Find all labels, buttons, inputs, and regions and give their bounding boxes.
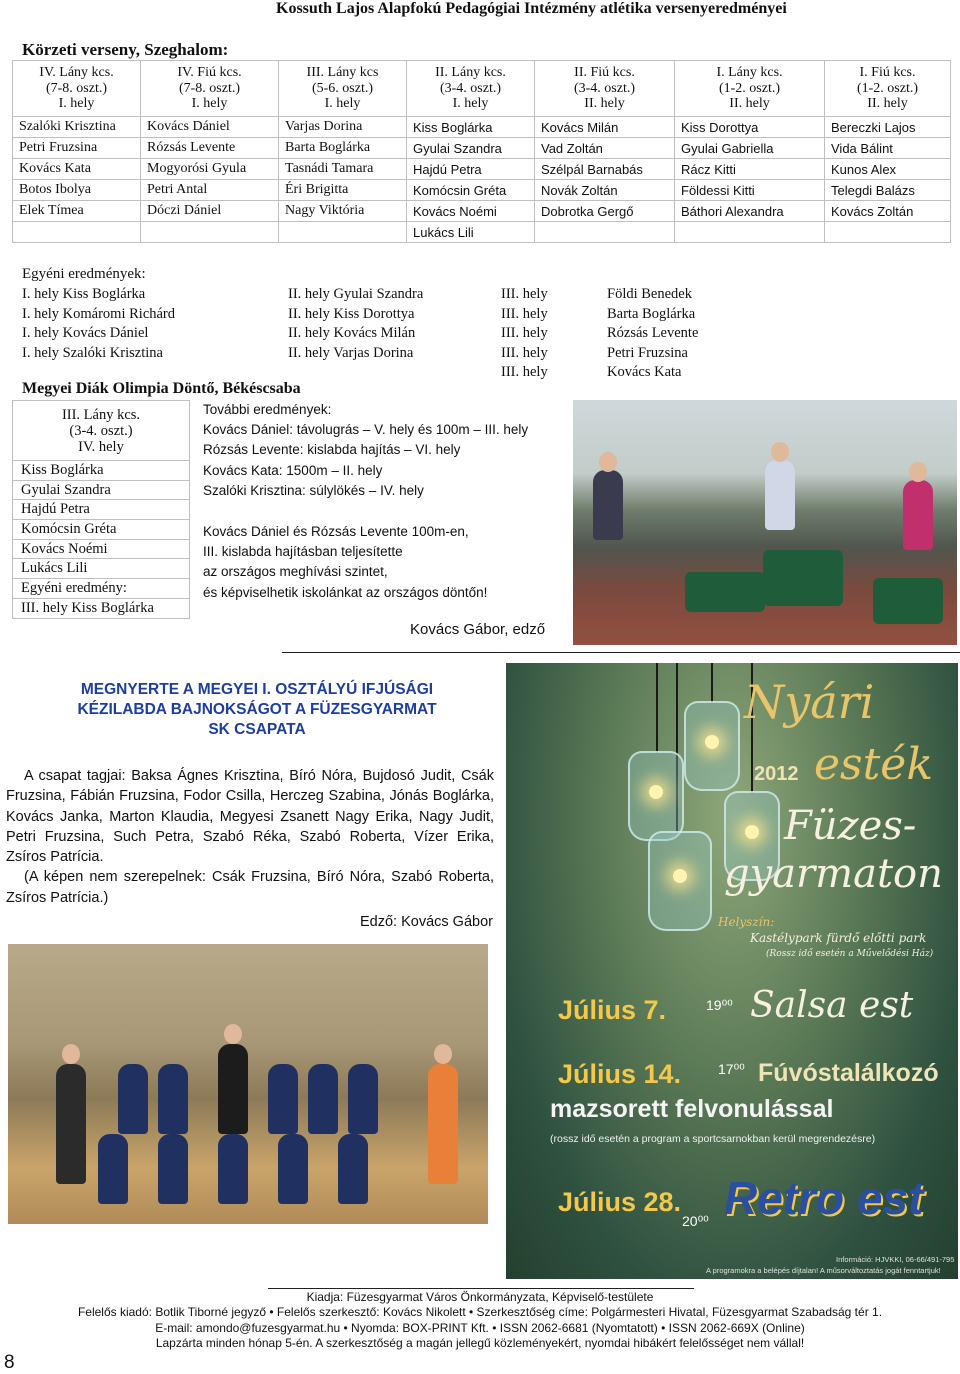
event-time: 17⁰⁰: [718, 1061, 745, 1077]
event-poster: [506, 663, 958, 1279]
list-item: III. hely: [501, 364, 548, 380]
table-cell: Szélpál Barnabás: [535, 159, 675, 180]
further-results-title: További eredmények:: [203, 402, 332, 417]
list-item: II. hely Varjas Dorina: [288, 344, 414, 361]
table-row: [13, 222, 951, 243]
table-cell: Telegdi Balázs: [825, 180, 951, 201]
individual-col-third-place-label: [501, 285, 548, 383]
poster-venue-label: Helyszín:: [718, 915, 775, 929]
table-cell: Lukács Lili: [13, 559, 190, 579]
player-figure: [218, 1134, 248, 1204]
table-cell: Tasnádi Tamara: [279, 159, 407, 180]
handball-article-title: [20, 680, 494, 740]
poster-venue-note: (Rossz idő esetén a Művelődési Ház): [766, 949, 934, 959]
poster-rain-note: (rossz idő esetén a program a sportcsarnokban kerül megrendezésre): [550, 1133, 876, 1145]
player-figure: [268, 1064, 298, 1134]
list-item: I. hely Kiss Boglárka: [22, 286, 146, 302]
list-item: Barta Boglárka: [607, 305, 696, 322]
handball-article-body: [6, 766, 494, 908]
table-cell: Kovács Noémi: [407, 201, 535, 222]
page-footer: [0, 1290, 960, 1352]
table-cell: Kovács Zoltán: [825, 201, 951, 222]
table-cell: Rácz Kitti: [675, 159, 825, 180]
table-cell: Varjas Dorina: [279, 117, 407, 138]
event-time: 20⁰⁰: [682, 1213, 709, 1229]
table-cell: Komócsin Gréta: [13, 520, 190, 540]
list-item: Szalóki Krisztina: súlylökés – IV. hely: [203, 482, 424, 498]
coach-signature: Kovács Gábor, edző: [410, 621, 546, 638]
column-header: IV. Fiú kcs. (7-8. oszt.) I. hely: [141, 61, 279, 117]
player-figure: [278, 1134, 308, 1204]
korzeti-results-table: [12, 60, 951, 243]
table-cell: Dóczi Dániel: [141, 201, 279, 222]
player-figure: [338, 1134, 368, 1204]
table-cell: [141, 222, 279, 243]
bulb-glow: [673, 869, 687, 883]
event-date: Július 28.: [558, 1187, 682, 1217]
table-cell: Botos Ibolya: [13, 180, 141, 201]
list-item: II. hely Kiss Dorottya: [288, 305, 415, 322]
table-cell: [535, 222, 675, 243]
event-name: Retro est: [724, 1172, 924, 1224]
poster-place-line2: gyarmaton: [724, 851, 943, 897]
table-cell: Kunos Alex: [825, 159, 951, 180]
table-cell: Egyéni eredmény:: [13, 579, 190, 599]
footer-editors: Felelős kiadó: Botlik Tiborné jegyző • Felelős szerkesztő: Kovács Nikolett • Szerkesztőség címe: Polgármesteri Hivatal, Füzesgyarmat Szabadság tér 1.: [77, 1305, 883, 1320]
table-cell: Nagy Viktória: [279, 201, 407, 222]
individual-col-second-place: [288, 285, 423, 363]
page-header-title: Kossuth Lajos Alapfokú Pedagógiai Intézmény atlétika versenyeredményei: [276, 0, 787, 17]
megyei-results-table: [12, 400, 190, 619]
table-row: [13, 180, 951, 201]
footer-publisher: Kiadja: Füzesgyarmat Város Önkormányzata, Képviselő-testülete: [306, 1290, 654, 1304]
poster-small-note: A programokra a belépés díjtalan! A műsorváltoztatás jogát fenntartjuk!: [706, 1266, 941, 1275]
column-header: III. Lány kcs. (3-4. oszt.) IV. hely: [13, 401, 190, 461]
table-row: [13, 500, 190, 520]
table-row: [13, 117, 951, 138]
athlete-head: [909, 462, 927, 482]
coach-figure: [218, 1044, 248, 1134]
player-head: [62, 1044, 80, 1064]
handball-coach: Edző: Kovács Gábor: [360, 914, 493, 930]
goalkeeper-figure: [428, 1064, 458, 1184]
event-date: Július 7.: [558, 995, 667, 1025]
table-row: [13, 579, 190, 599]
coach-head: [224, 1024, 242, 1044]
table-cell: [279, 222, 407, 243]
poster-venue: Kastélypark fürdő előtti park: [750, 931, 927, 945]
section-title-megyei: Megyei Diák Olimpia Döntő, Békéscsaba: [22, 380, 301, 397]
table-cell: Kovács Noémi: [13, 539, 190, 559]
table-row: [13, 138, 951, 159]
photo-note-paragraph: (A képen nem szerepelnek: Csák Fruzsina, Bíró Nóra, Szabó Roberta, Zsíros Patrícia.): [6, 869, 494, 906]
list-item: I. hely Szalóki Krisztina: [22, 344, 163, 361]
table-cell: Dobrotka Gergő: [535, 201, 675, 222]
table-cell: [13, 222, 141, 243]
table-cell: [675, 222, 825, 243]
table-cell: Kiss Boglárka: [13, 461, 190, 481]
table-cell: Földessi Kitti: [675, 180, 825, 201]
page-number: 8: [4, 1352, 15, 1373]
athlete-figure: [903, 480, 933, 550]
table-row: [13, 159, 951, 180]
list-item: Földi Benedek: [607, 286, 692, 302]
table-header-row: [13, 401, 190, 461]
list-item: Petri Fruzsina: [607, 344, 688, 361]
table-cell: Gyulai Szandra: [13, 480, 190, 500]
column-header: III. Lány kcs (5-6. oszt.) I. hely: [279, 61, 407, 117]
list-item: III. hely: [501, 305, 548, 322]
note-line: és képviselhetik iskolánkat az országos döntőn!: [203, 584, 488, 600]
list-item: Kovács Kata: [607, 364, 682, 380]
footer-deadline: Lapzárta minden hónap 5-én. A szerkesztőség a magán jellegű közleményekért, nyomdai hibákért felelősséget nem vállal!: [155, 1336, 805, 1351]
table-cell: Gyulai Gabriella: [675, 138, 825, 159]
player-figure: [348, 1064, 378, 1134]
event-subtitle: mazsorett felvonulással: [550, 1095, 834, 1123]
title-line: KÉZILABDA BAJNOKSÁGOT A FÜZESGYARMAT: [77, 701, 437, 718]
podium-block: [685, 572, 765, 612]
poster-info: Információ: HJVKKI, 06-66/491-795: [836, 1255, 955, 1264]
player-figure: [158, 1064, 188, 1134]
player-head: [434, 1044, 452, 1064]
table-cell: Petri Fruzsina: [13, 138, 141, 159]
table-header-row: [13, 61, 951, 117]
table-cell: [825, 222, 951, 243]
coach-head: [599, 452, 617, 472]
list-item: I. hely Komáromi Richárd: [22, 305, 176, 322]
goalkeeper-figure: [56, 1064, 86, 1184]
table-cell: Novák Zoltán: [535, 180, 675, 201]
lamp-wire: [656, 663, 658, 753]
table-cell: Kiss Dorottya: [675, 117, 825, 138]
podium-block: [873, 578, 943, 624]
table-row: [13, 559, 190, 579]
table-cell: Hajdú Petra: [407, 159, 535, 180]
title-line: MEGNYERTE A MEGYEI I. OSZTÁLYÚ IFJÚSÁGI: [80, 681, 434, 698]
list-item: Kovács Dániel: távolugrás – V. hely és 100m – III. hely: [203, 422, 529, 438]
section-divider: [282, 652, 960, 653]
podium-block: [763, 550, 843, 606]
section-title-korzeti: Körzeti verseny, Szeghalom:: [22, 40, 229, 59]
individual-col-first-place: [22, 285, 175, 363]
poster-title-nyari: Nyári: [744, 675, 875, 729]
table-cell: Kovács Dániel: [141, 117, 279, 138]
table-cell: Szalóki Krisztina: [13, 117, 141, 138]
athlete-figure: [765, 460, 795, 530]
column-header: II. Fiú kcs. (3-4. oszt.) II. hely: [535, 61, 675, 117]
table-cell: Barta Boglárka: [279, 138, 407, 159]
column-header: I. Lány kcs. (1-2. oszt.) II. hely: [675, 61, 825, 117]
poster-title-estek: esték: [814, 739, 934, 790]
column-header: I. Fiú kcs. (1-2. oszt.) II. hely: [825, 61, 951, 117]
bulb-glow: [649, 785, 663, 799]
table-cell: Vad Zoltán: [535, 138, 675, 159]
player-figure: [98, 1134, 128, 1204]
table-cell: Elek Tímea: [13, 201, 141, 222]
list-item: I. hely Kovács Dániel: [22, 325, 149, 341]
table-cell: Kiss Boglárka: [407, 117, 535, 138]
list-item: III. hely: [501, 325, 548, 341]
list-item: Rózsás Levente: kislabda hajítás – VI. hely: [203, 442, 461, 458]
table-cell: Petri Antal: [141, 180, 279, 201]
list-item: Kovács Kata: 1500m – II. hely: [203, 462, 383, 478]
poster-year: 2012: [754, 763, 799, 785]
athlete-head: [771, 442, 789, 462]
table-cell: Gyulai Szandra: [407, 138, 535, 159]
table-row: [13, 539, 190, 559]
table-cell: Báthori Alexandra: [675, 201, 825, 222]
lamp-wire: [711, 663, 713, 703]
table-row: [13, 480, 190, 500]
list-item: III. hely: [501, 286, 548, 302]
player-figure: [158, 1134, 188, 1204]
column-header: IV. Lány kcs. (7-8. oszt.) I. hely: [13, 61, 141, 117]
table-cell: Komócsin Gréta: [407, 180, 535, 201]
coach-figure: [593, 470, 623, 540]
table-cell: Hajdú Petra: [13, 500, 190, 520]
player-figure: [308, 1064, 338, 1134]
table-row: [13, 520, 190, 540]
table-cell: Kovács Milán: [535, 117, 675, 138]
table-cell: Éri Brigitta: [279, 180, 407, 201]
note-line: III. kislabda hajításban teljesítette: [203, 544, 403, 560]
title-line: SK CSAPATA: [208, 721, 306, 738]
team-members-paragraph: A csapat tagjai: Baksa Ágnes Krisztina, Bíró Nóra, Bujdosó Judit, Csák Fruzsina, Fábián Fruzsina, Fodor Csilla, Herczeg Szabina, Jónás Boglárka, Kovács Janka, Marton Klaudia, Megyesi Zsanett Nagy Erika, Nagy Judit, Petri Fruzsina, Such Petra, Szabó Réka, Szabó Roberta, Vízer Erika, Zsíros Patrícia.: [6, 768, 494, 866]
note-line: Kovács Dániel és Rózsás Levente 100m-en,: [203, 524, 469, 539]
table-row: [13, 461, 190, 481]
event-name: Fúvóstalálkozó: [758, 1059, 939, 1087]
table-cell: Bereczki Lajos: [825, 117, 951, 138]
note-line: az országos meghívási szintet,: [203, 564, 388, 580]
event-time: 19⁰⁰: [706, 997, 733, 1013]
table-cell: III. hely Kiss Boglárka: [13, 598, 190, 618]
qualification-note: [203, 522, 573, 603]
table-cell: Kovács Kata: [13, 159, 141, 180]
individual-col-third-place-names: [607, 285, 698, 383]
individual-results-title: Egyéni eredmények:: [22, 266, 146, 282]
footer-contact: E-mail: amondo@fuzesgyarmat.hu • Nyomda: BOX-PRINT Kft. • ISSN 2062-6681 (Nyomtatott) • ISSN 2062-669X (Online): [155, 1320, 805, 1335]
handball-team-photo: [8, 944, 488, 1224]
player-figure: [118, 1064, 148, 1134]
list-item: Rózsás Levente: [607, 325, 699, 341]
table-cell: Lukács Lili: [407, 222, 535, 243]
table-cell: Mogyorósi Gyula: [141, 159, 279, 180]
bulb-glow: [745, 825, 759, 839]
footer-divider: [268, 1288, 694, 1289]
poster-place-line1: Füzes-: [784, 803, 917, 849]
table-row: [13, 201, 951, 222]
podium-photo: [573, 400, 957, 645]
table-row: [13, 598, 190, 618]
column-header: II. Lány kcs. (3-4. oszt.) I. hely: [407, 61, 535, 117]
further-results: [203, 400, 573, 501]
table-cell: Vida Bálint: [825, 138, 951, 159]
event-name: Salsa est: [750, 985, 914, 1026]
bulb-glow: [705, 735, 719, 749]
table-cell: Rózsás Levente: [141, 138, 279, 159]
list-item: II. hely Gyulai Szandra: [288, 286, 424, 302]
event-date: Július 14.: [558, 1059, 682, 1089]
list-item: III. hely: [501, 344, 548, 361]
list-item: II. hely Kovács Milán: [288, 325, 416, 341]
